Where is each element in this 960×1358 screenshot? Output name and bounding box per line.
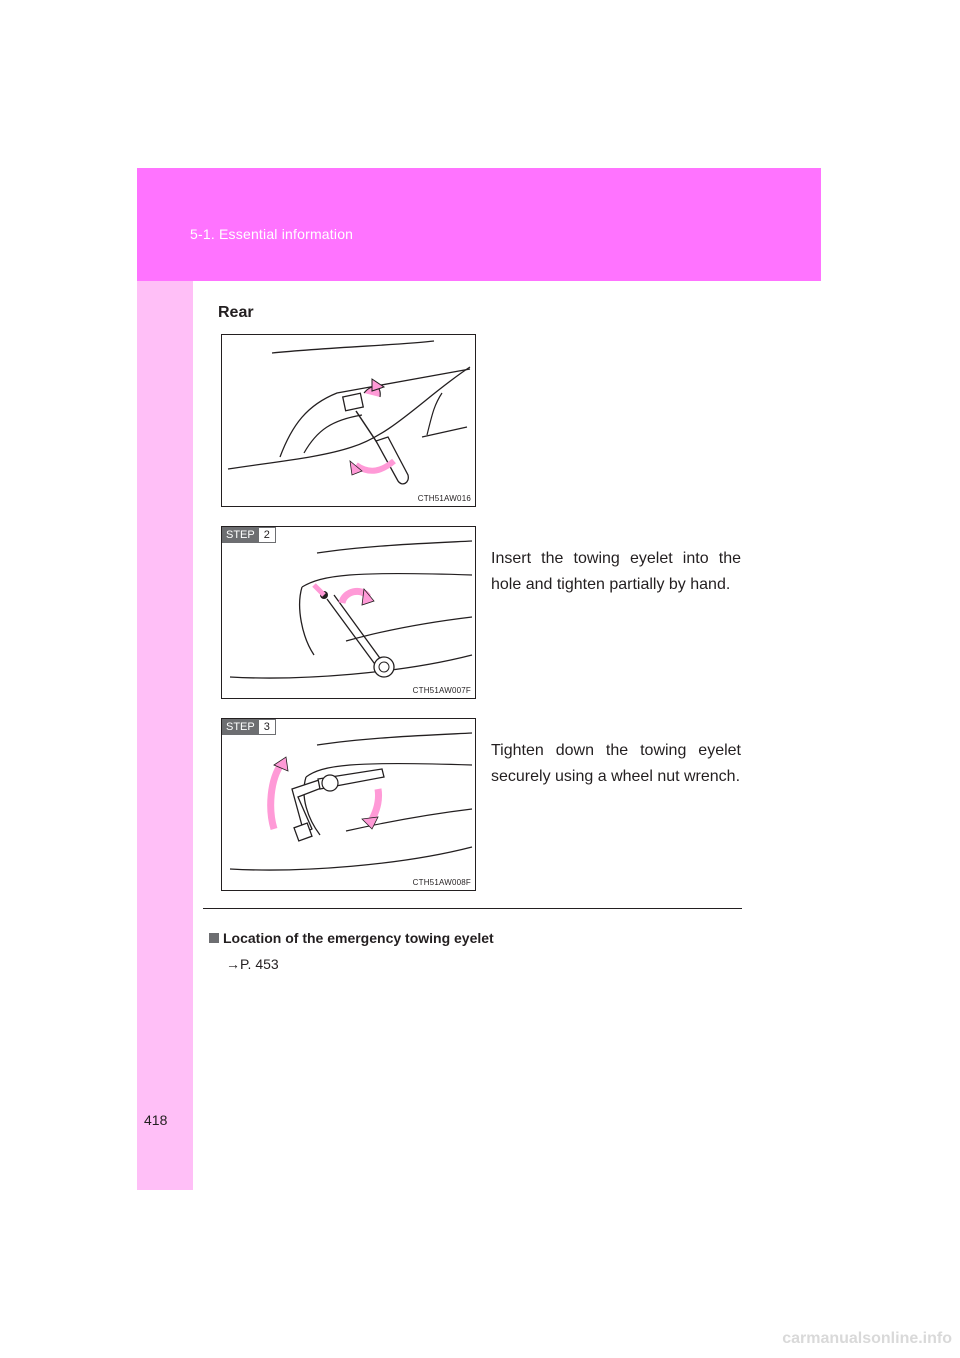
step-number: 3: [259, 719, 276, 735]
square-bullet-icon: [209, 933, 219, 943]
figure-step-3: [221, 718, 476, 891]
figure-code: CTH51AW007F: [412, 686, 471, 695]
page-number: 418: [144, 1112, 168, 1128]
figure-code: CTH51AW008F: [412, 878, 471, 887]
figure-rear-cover: [221, 334, 476, 507]
step-3-text: Tighten down the towing eyelet securely using a wheel nut wrench.: [491, 742, 741, 785]
divider-rule: [203, 908, 742, 909]
step-badge: [222, 527, 276, 543]
page-reference: →P. 453: [226, 956, 279, 972]
illustration-wheel-nut-wrench: [222, 719, 476, 891]
sub-heading-rear: Rear: [218, 304, 254, 321]
side-band: [137, 168, 193, 1190]
figure-step-2: [221, 526, 476, 699]
watermark: carmanualsonline.info: [782, 1330, 952, 1347]
step-badge: [222, 719, 276, 735]
note-heading: [209, 930, 494, 946]
figure-code: CTH51AW016: [417, 494, 471, 503]
step-2-text: Insert the towing eyelet into the hole and tighten partially by hand.: [491, 550, 741, 593]
step-number: 2: [259, 527, 276, 543]
step-word: STEP: [222, 719, 259, 735]
illustration-insert-eyelet: [222, 527, 476, 699]
step-word: STEP: [222, 527, 259, 543]
section-title: 5-1. Essential information: [190, 226, 354, 242]
note-heading-text: Location of the emergency towing eyelet: [223, 930, 494, 946]
header-band: [137, 168, 821, 281]
illustration-screwdriver-cover: [222, 335, 476, 507]
